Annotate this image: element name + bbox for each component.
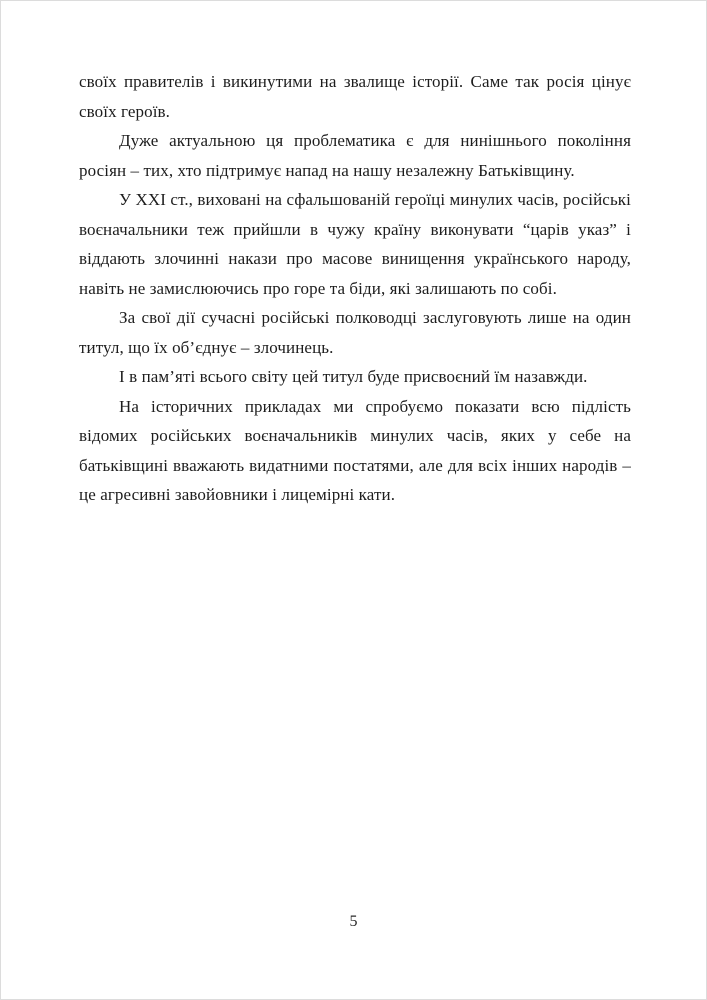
paragraph: Дуже актуальною ця проблематика є для нинішнього покоління росіян – тих, хто підтримує напад на нашу незалежну Батьківщину. — [79, 131, 631, 180]
paragraph: На історичних прикладах ми спробуємо показати всю підлість відомих російських воєначальників минулих часів, яких у себе на батьківщині вважають видатними постатями, але для всіх інших народів – це агресивні завойовники і лицемірні кати. — [79, 396, 631, 504]
paragraph: І в пам’яті всього світу цей титул буде присвоєний їм назавжди. — [119, 367, 588, 386]
paragraph: За свої дії сучасні російські полководці заслуговують лише на один титул, що їх об’єднує – злочинець. — [79, 308, 631, 357]
page-number: 5 — [349, 913, 358, 930]
paragraph: своїх правителів і викинутими на звалище історії. Саме так росія цінує своїх героїв. — [79, 72, 631, 121]
paragraph: У XXI ст., виховані на сфальшованій героїці минулих часів, російські воєначальники теж прийшли в чужу країну виконувати “царів указ” і віддають злочинні накази про масове винищення українського народу, навіть не замислюючись про горе та біди, які залишають по собі. — [79, 190, 631, 298]
text-block — [79, 67, 631, 510]
